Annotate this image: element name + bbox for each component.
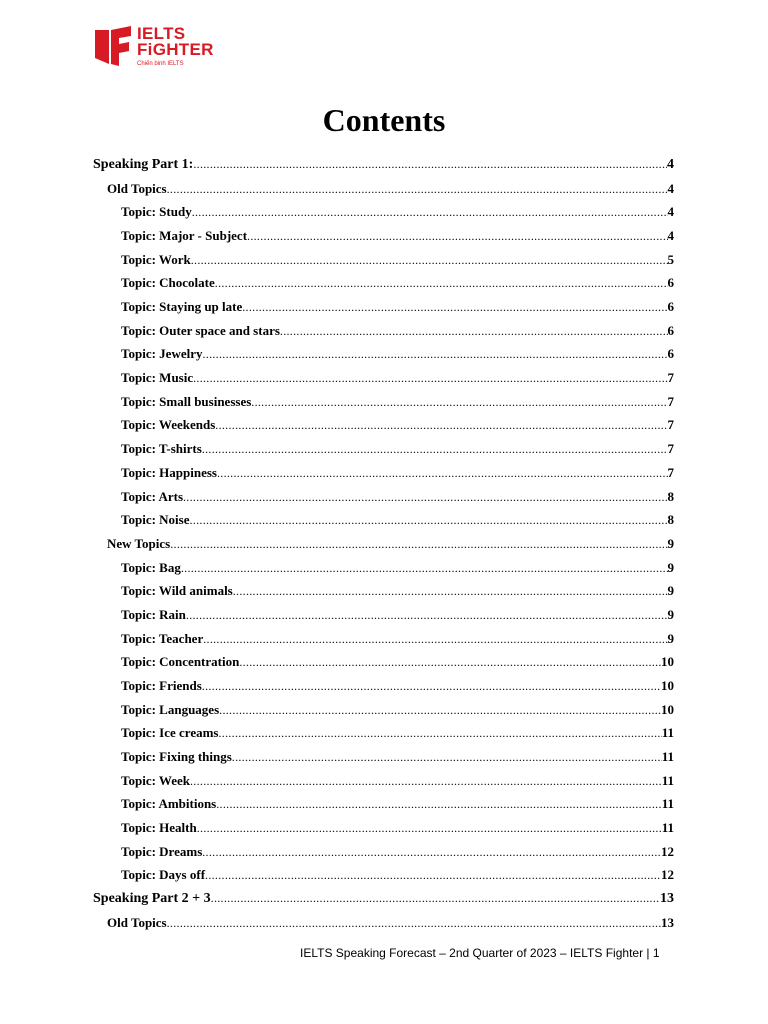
toc-entry[interactable] [121, 607, 674, 623]
toc-entry[interactable] [121, 678, 674, 694]
toc-entry[interactable] [121, 417, 674, 433]
toc-entry-page-number: 8 [667, 512, 674, 528]
toc-entry[interactable] [93, 157, 674, 173]
toc-dot-leader [181, 561, 668, 576]
toc-dot-leader [190, 513, 668, 528]
toc-entry-page-number: 11 [661, 749, 674, 764]
toc-entry-label: Topic: T-shirts [121, 441, 202, 457]
toc-entry-label: Topic: Chocolate [121, 275, 215, 291]
toc-entry-page-number: 9 [667, 535, 674, 551]
toc-entry-label: Topic: Jewelry [121, 346, 203, 362]
toc-entry-label: Old Topics [107, 914, 167, 930]
toc-dot-leader [193, 157, 667, 172]
toc-entry-page-number: 9 [667, 583, 674, 599]
toc-dot-leader [197, 821, 662, 836]
toc-entry[interactable] [121, 204, 674, 220]
toc-dot-leader [251, 395, 667, 410]
toc-entry-label: Topic: Health [121, 820, 197, 836]
toc-entry[interactable] [121, 228, 674, 244]
toc-dot-leader [191, 253, 668, 268]
toc-entry-label: Topic: Noise [121, 512, 190, 528]
toc-entry[interactable] [121, 583, 674, 599]
toc-entry[interactable] [121, 323, 674, 339]
toc-entry-page-number: 4 [667, 180, 674, 196]
toc-entry[interactable] [121, 441, 674, 457]
toc-entry-label: Topic: Concentration [121, 654, 240, 670]
toc-entry[interactable] [121, 394, 674, 410]
toc-entry-page-number: 10 [661, 701, 674, 717]
toc-dot-leader [202, 679, 661, 694]
toc-entry[interactable] [121, 512, 674, 528]
toc-entry-page-number: 4 [667, 157, 674, 172]
toc-dot-leader [232, 750, 662, 765]
toc-entry-page-number: 11 [661, 820, 674, 836]
toc-dot-leader [216, 797, 661, 812]
toc-entry-page-number: 8 [667, 488, 674, 504]
toc-entry-label: Speaking Part 1: [93, 157, 194, 172]
toc-entry-page-number: 13 [660, 891, 674, 907]
toc-entry[interactable] [121, 702, 674, 718]
toc-entry-page-number: 12 [661, 867, 674, 883]
toc-entry-page-number: 11 [661, 796, 674, 812]
brand-name [137, 26, 214, 58]
toc-entry-page-number: 11 [661, 725, 674, 741]
toc-entry-label: Topic: Major - Subject [121, 228, 248, 244]
toc-entry-page-number: 13 [661, 914, 674, 930]
toc-entry[interactable] [121, 465, 674, 481]
toc-entry-page-number: 5 [667, 251, 674, 267]
toc-entry-page-number: 12 [661, 843, 674, 859]
toc-entry-page-number: 6 [667, 299, 674, 315]
toc-dot-leader [202, 347, 667, 362]
toc-entry-label: Topic: Happiness [121, 464, 217, 480]
toc-entry-label: Speaking Part 2 + 3 [93, 891, 211, 907]
toc-entry-label: Topic: Staying up late [121, 299, 243, 315]
toc-dot-leader [219, 703, 661, 718]
toc-dot-leader [215, 276, 668, 291]
toc-entry[interactable] [121, 252, 674, 268]
toc-entry-label: Topic: Ice creams [121, 725, 219, 741]
brand-name-line2: FiGHTER [137, 40, 214, 59]
toc-entry-label: Topic: Music [121, 370, 194, 386]
toc-entry-page-number: 9 [667, 559, 674, 575]
toc-dot-leader [190, 774, 662, 789]
toc-entry-label: Topic: Study [121, 204, 192, 220]
toc-entry-label: Topic: Work [121, 251, 191, 267]
brand-logo [95, 26, 235, 74]
toc-entry[interactable] [121, 275, 674, 291]
toc-dot-leader [217, 466, 668, 481]
toc-entry-label: Topic: Languages [121, 701, 220, 717]
toc-entry-label: Topic: Week [121, 772, 190, 788]
toc-entry[interactable] [121, 560, 674, 576]
toc-dot-leader [247, 229, 667, 244]
toc-entry-label: Topic: Fixing things [121, 749, 232, 764]
toc-entry-label: Topic: Ambitions [121, 796, 217, 812]
toc-entry[interactable] [121, 749, 674, 765]
toc-entry-label: Old Topics [107, 180, 167, 196]
toc-entry[interactable] [121, 773, 674, 789]
toc-entry-label: New Topics [107, 535, 171, 551]
toc-entry-page-number: 7 [667, 417, 674, 433]
toc-entry-label: Topic: Days off [121, 867, 206, 883]
toc-entry[interactable] [121, 631, 674, 647]
toc-entry-page-number: 4 [667, 228, 674, 244]
toc-entry-label: Topic: Rain [121, 606, 186, 622]
toc-entry-label: Topic: Wild animals [121, 583, 233, 599]
toc-entry-page-number: 10 [661, 677, 674, 693]
toc-entry-label: Topic: Small businesses [121, 393, 252, 409]
toc-entry[interactable] [107, 915, 674, 931]
toc-entry-page-number: 11 [661, 772, 674, 788]
brand-name-line1: IELTS [137, 24, 186, 43]
toc-dot-leader [218, 726, 661, 741]
toc-entry-page-number: 7 [667, 441, 674, 457]
toc-entry-page-number: 6 [667, 322, 674, 338]
toc-entry-page-number: 9 [667, 606, 674, 622]
toc-entry-page-number: 10 [661, 654, 674, 670]
toc-dot-leader [183, 490, 668, 505]
toc-dot-leader [167, 916, 661, 931]
toc-entry-page-number: 7 [667, 370, 674, 386]
toc-entry-page-number: 9 [667, 630, 674, 646]
toc-entry[interactable] [107, 181, 674, 197]
toc-entry-page-number: 6 [667, 346, 674, 362]
page-footer: IELTS Speaking Forecast – 2nd Quarter of 2023 – IELTS Fighter | 1 [300, 946, 660, 960]
toc-entry[interactable] [121, 489, 674, 505]
toc-entry-label: Topic: Outer space and stars [121, 322, 280, 338]
toc-dot-leader [167, 182, 668, 197]
toc-entry-page-number: 4 [667, 204, 674, 220]
brand-emblem-icon [95, 26, 133, 66]
toc-dot-leader [203, 632, 667, 647]
toc-entry-label: Topic: Dreams [121, 843, 203, 859]
toc-entry-label: Topic: Friends [121, 677, 202, 693]
toc-entry-label: Topic: Bag [121, 559, 181, 575]
toc-entry-page-number: 6 [667, 275, 674, 291]
page-title: Contents [322, 102, 446, 138]
toc-entry[interactable] [121, 820, 674, 836]
toc-entry[interactable] [121, 844, 674, 860]
toc-entry[interactable] [121, 346, 674, 362]
toc-dot-leader [205, 868, 661, 883]
toc-dot-leader [192, 205, 668, 220]
brand-tagline: Chiến binh IELTS [137, 61, 184, 67]
toc-entry[interactable] [121, 867, 674, 883]
toc-dot-leader [280, 324, 668, 339]
toc-dot-leader [242, 300, 667, 315]
toc-dot-leader [211, 891, 660, 906]
toc-entry[interactable] [121, 299, 674, 315]
toc-entry[interactable] [121, 370, 674, 386]
toc-dot-leader [215, 418, 667, 433]
toc-entry-label: Topic: Weekends [121, 417, 216, 433]
toc-dot-leader [233, 584, 668, 599]
toc-dot-leader [193, 371, 667, 386]
toc-entry[interactable] [93, 891, 674, 907]
toc-entry[interactable] [121, 725, 674, 741]
toc-dot-leader [202, 442, 668, 457]
toc-entry-label: Topic: Arts [121, 488, 183, 504]
toc-entry-page-number: 7 [667, 464, 674, 480]
toc-dot-leader [239, 655, 661, 670]
toc-entry-page-number: 7 [667, 393, 674, 409]
toc-dot-leader [170, 537, 667, 552]
toc-entry[interactable] [121, 796, 674, 812]
toc-entry-label: Topic: Teacher [121, 630, 204, 646]
toc-dot-leader [202, 845, 661, 860]
toc-entry[interactable] [107, 536, 674, 552]
toc-dot-leader [186, 608, 668, 623]
toc-entry[interactable] [121, 654, 674, 670]
